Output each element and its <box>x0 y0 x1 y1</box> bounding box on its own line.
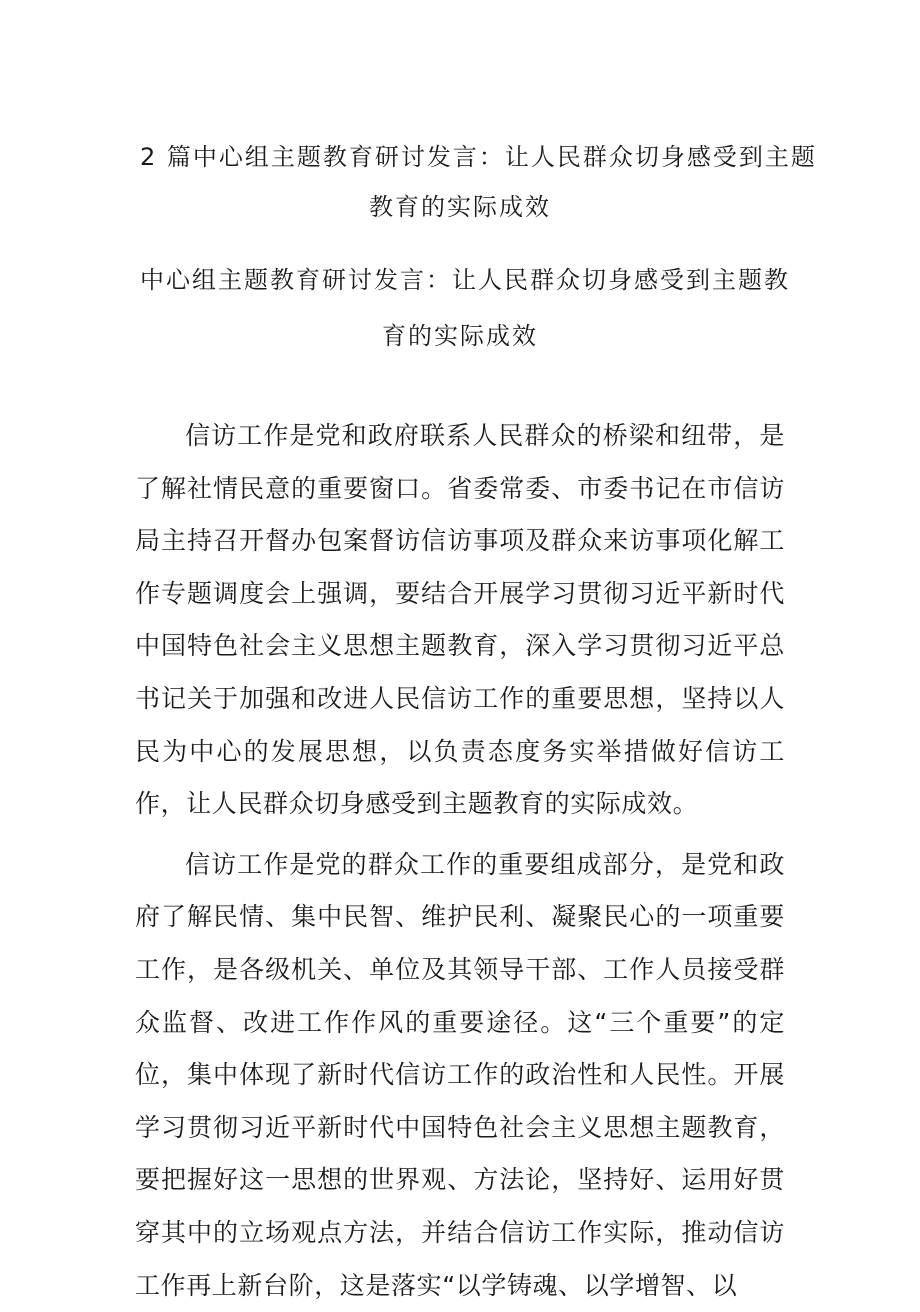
document-title <box>140 132 817 232</box>
document-title-line: 2 篇中心组主题教育研讨发言：让人民群众切身感受到主题 <box>140 143 817 171</box>
body-paragraph: 信访工作是党和政府联系人民群众的桥梁和纽带，是了解社情民意的重要窗口。省委常委、市委书记在市信访局主持召开督办包案督访信访事项及群众来访事项化解工作专题调度会上强调，要结合开展学习贯彻习近平新时代中国特色社会主义思想主题教育，深入学习贯彻习近平总书记关于加强和改进人民信访工作的重要思想，坚持以人民为中心的发展思想，以负责态度务实举措做好信访工作，让人民群众切身感受到主题教育的实际成效。 <box>135 421 785 819</box>
document-subtitle-line: 育的实际成效 <box>382 322 538 350</box>
document-body <box>135 410 785 1312</box>
document-subtitle-line: 中心组主题教育研讨发言：让人民群众切身感受到主题教 <box>140 266 790 294</box>
document-subtitle <box>140 252 790 364</box>
document-title-line: 教育的实际成效 <box>369 193 551 221</box>
body-paragraph: 信访工作是党的群众工作的重要组成部分，是党和政府了解民情、集中民智、维护民利、凝聚民心的一项重要工作，是各级机关、单位及其领导干部、工作人员接受群众监督、改进工作作风的重要途径。这“三个重要”的定位，集中体现了新时代信访工作的政治性和人民性。开展学习贯彻习近平新时代中国特色社会主义思想主题教育，要把握好这一思想的世界观、方法论，坚持好、运用好贯穿其中的立场观点方法，并结合信访工作实际，推动信访工作再上新台阶，这是落实“以学铸魂、以学增智、以 <box>135 849 785 1300</box>
